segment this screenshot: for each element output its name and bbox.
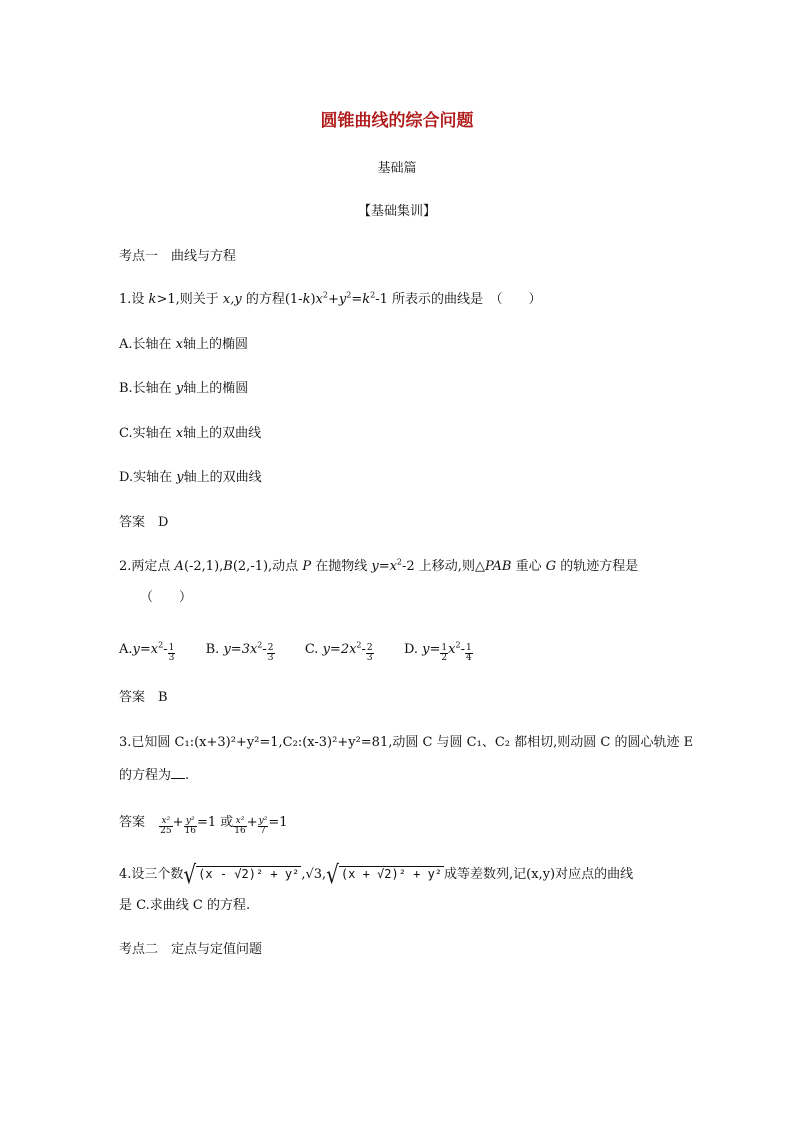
question-2-bracket: （ ） [140, 590, 193, 605]
question-1 [119, 292, 542, 308]
q1-text: >1,则关于 [156, 292, 223, 307]
topic-heading-2: 考点二 定点与定值问题 [119, 942, 263, 957]
q1-var: k [362, 292, 371, 307]
answer-3: 答案 $\frac{\text{x²}}{25}$ + $\frac{\text{y²}}{16}$ =1 或 $\frac{\text{x²}}{16}$ + $\frac{\text{y²}}{7}$ =1 [119, 815, 288, 836]
q1-var: k [148, 292, 157, 307]
radicand: (x + √2)² + y² [340, 867, 443, 881]
q1-text: ) [310, 292, 316, 307]
q1-text: 设 [131, 292, 149, 307]
section-heading: 基础篇 [377, 161, 417, 176]
option-c: C.实轴在 x轴上的双曲线 [119, 426, 262, 441]
answer-2: 答案 B [119, 690, 168, 705]
question-number: 1. [119, 292, 132, 307]
q1-text: = [351, 292, 363, 307]
question-3: 3.已知圆 C₁:(x+3)²+y²=1,C₂:(x-3)²+y²=81,动圆 C 与圆 C₁、C₂ 都相切,则动圆 C 的圆心轨迹 E [119, 735, 694, 750]
q1-text: -1 所表示的曲线是 （ ） [375, 292, 542, 307]
q1-var: x [315, 292, 323, 307]
q1-text: + [327, 292, 339, 307]
sqrt-sign: √ [183, 859, 197, 889]
collection-heading: 【基础集训】 [357, 204, 436, 219]
question-4: 4.设三个数√ (x - √2)² + y² ,√3,√ (x + √2)² + y² 成等差数列,记(x,y)对应点的曲线 [119, 859, 634, 889]
question-3-line2: 的方程为 . [119, 768, 190, 783]
page-title: 圆锥曲线的综合问题 [320, 111, 474, 131]
option-d: D. y= $\frac{1}{2}$ $x^2-$ $\frac{1}{4}$ [403, 640, 472, 663]
answer-1: 答案 D [119, 515, 169, 530]
radicand: (x - √2)² + y² [198, 867, 300, 881]
answer-blank [171, 766, 185, 779]
option-c: C. $y=2x^2-$ $\frac{2}{3}$ [304, 640, 373, 663]
sqrt-sign: √ [326, 859, 339, 889]
q1-text: 的方程(1- [241, 292, 303, 307]
option-b: B.长轴在 y轴上的椭圆 [119, 381, 249, 396]
q1-exp: 2 [346, 290, 352, 300]
q1-var: y [338, 292, 347, 307]
question-4-line2: 是 C.求曲线 C 的方程. [119, 898, 251, 913]
question-2-options [119, 642, 473, 663]
option-d: D.实轴在 y轴上的双曲线 [119, 470, 262, 485]
q1-var: x,y [222, 292, 242, 307]
option-a: $A.y=x^2-$ $\frac{1}{3}$ [119, 640, 175, 663]
q1-var: k [302, 292, 311, 307]
question-2: 2.两定点 A(-2,1),B(2,-1),动点 P 在抛物线 $y=x^2-2$ 上移动,则△PAB 重心 G 的轨迹方程是 [119, 557, 639, 574]
q1-exp: 2 [370, 290, 376, 300]
option-a: A.长轴在 x轴上的椭圆 [119, 337, 249, 352]
option-b: B. $y=3x^2-$ $\frac{2}{3}$ [205, 640, 274, 663]
q1-exp: 2 [322, 290, 328, 300]
topic-heading-1: 考点一 曲线与方程 [119, 249, 237, 264]
